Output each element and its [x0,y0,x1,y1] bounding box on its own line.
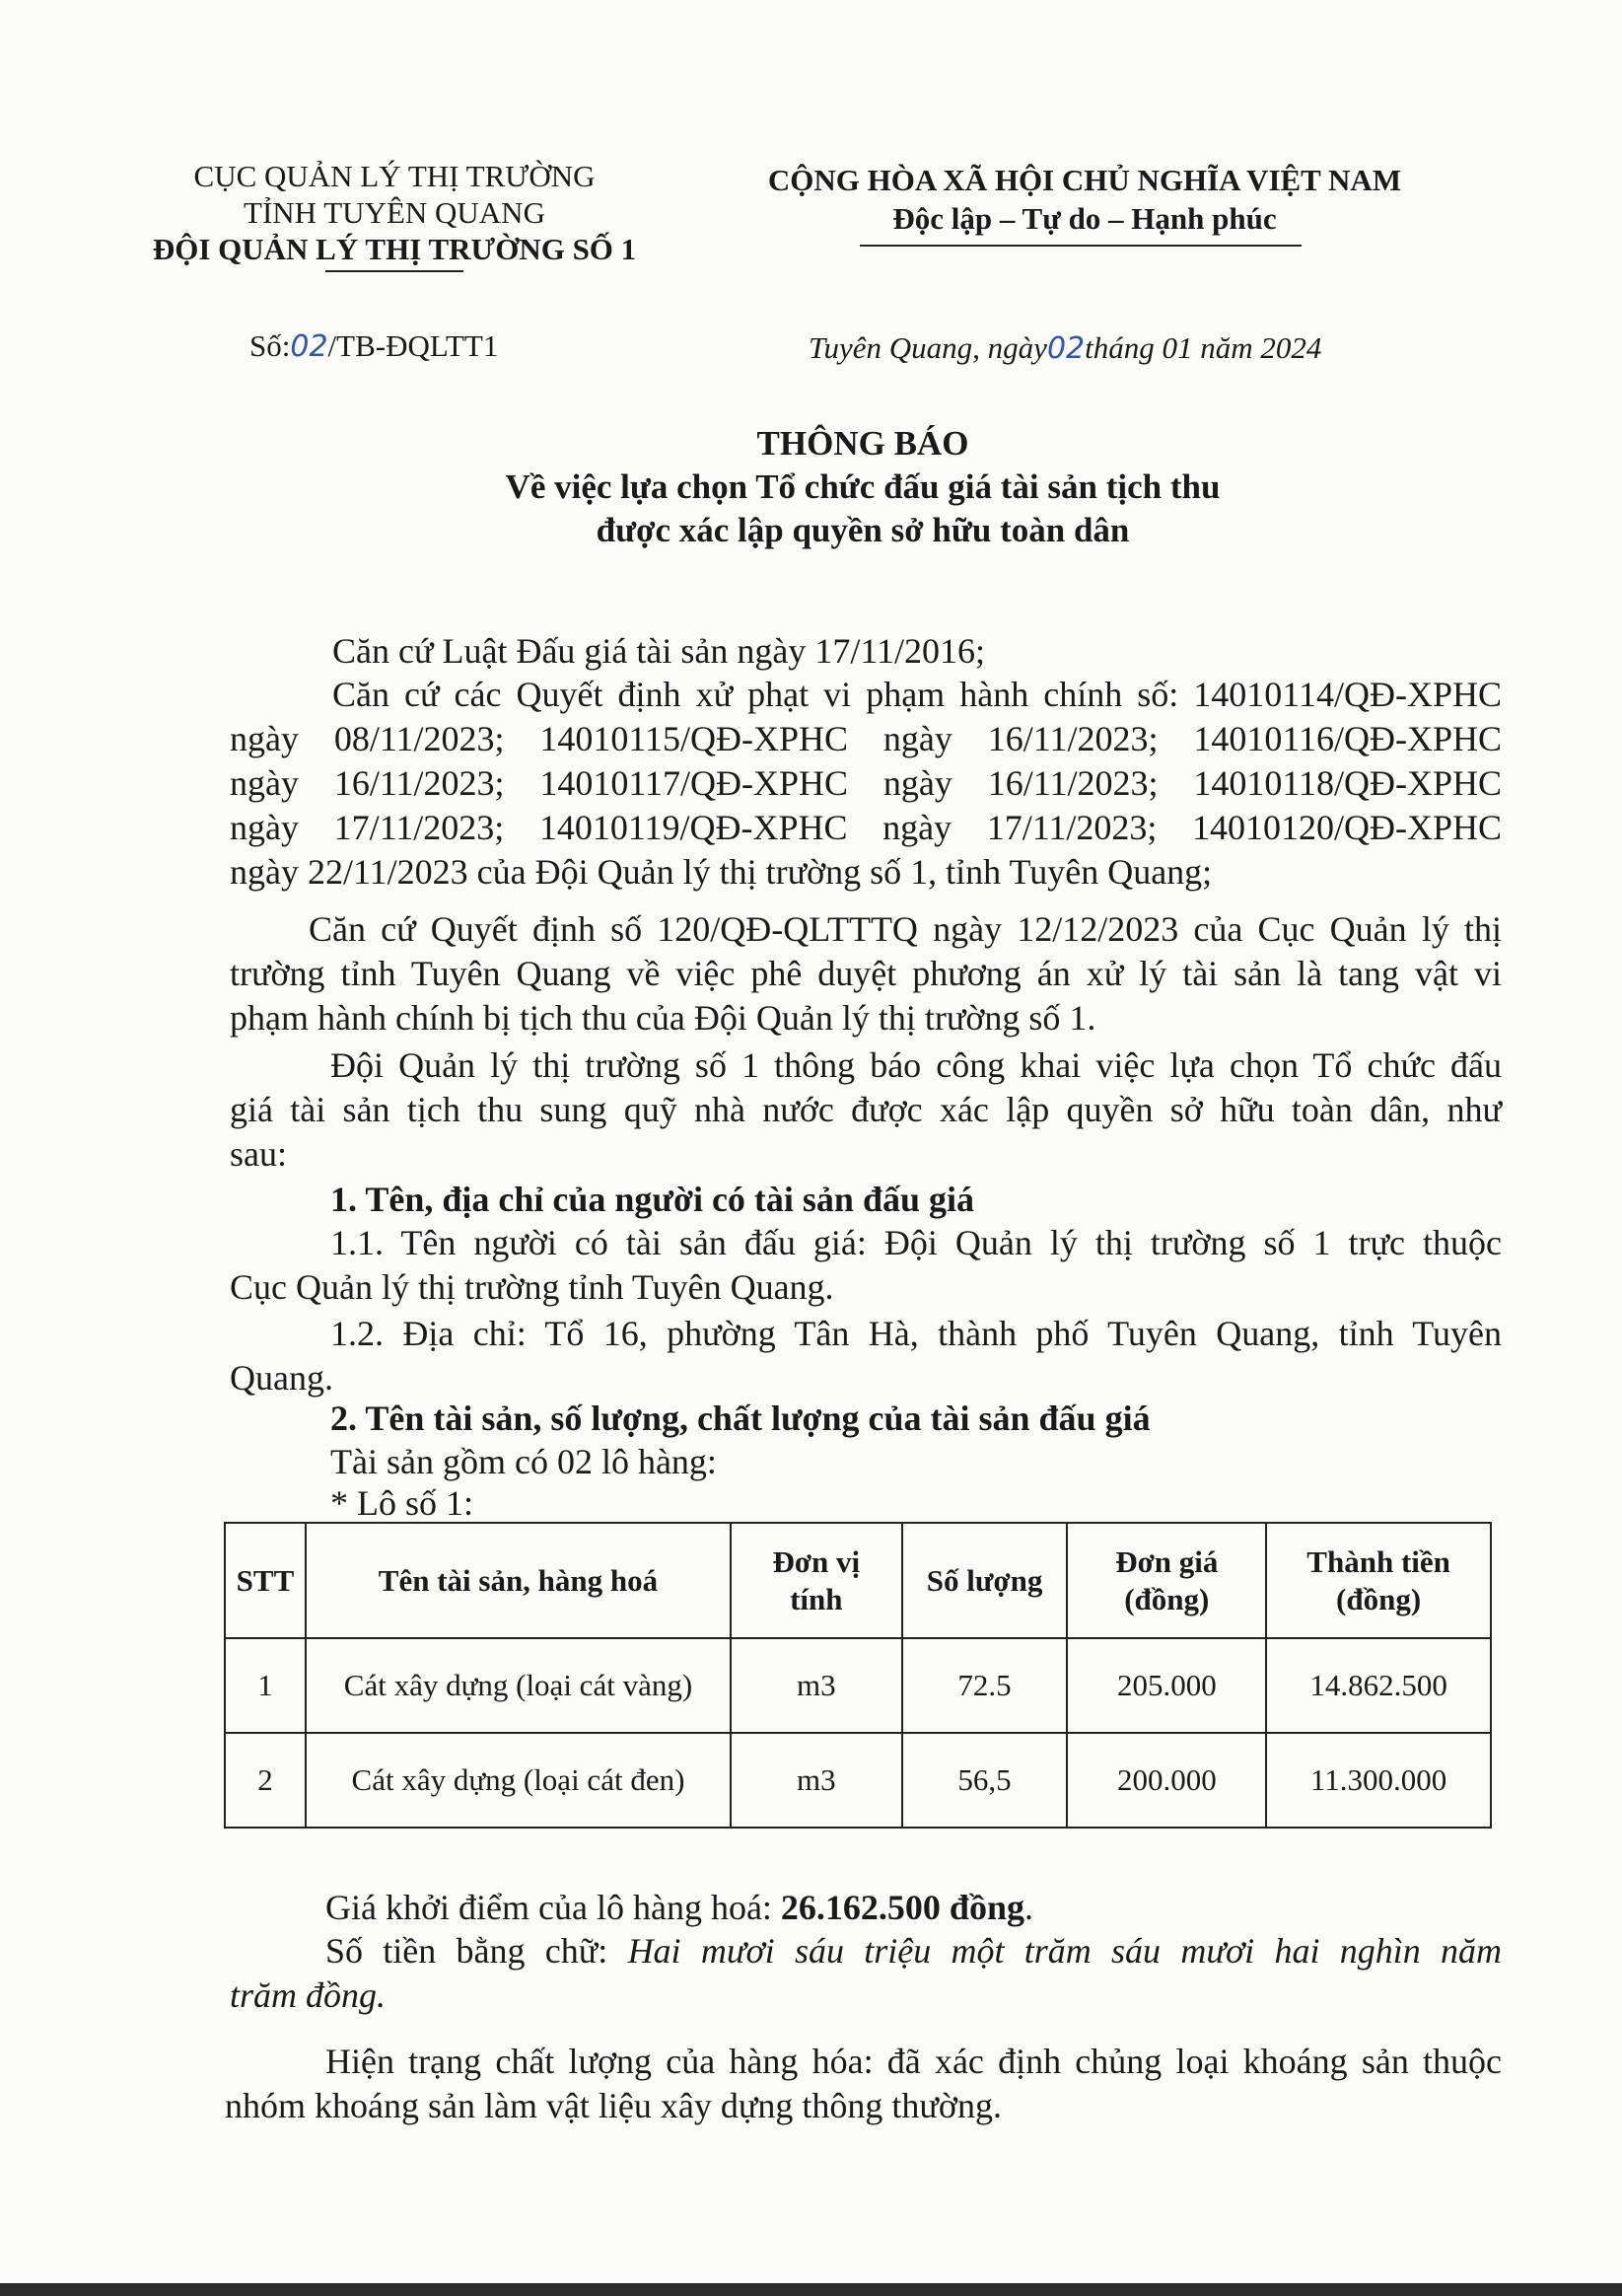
section-2-intro: Tài sản gồm có 02 lô hàng: [330,1442,717,1481]
table-row [225,1733,1491,1828]
cell-unit: m3 [731,1733,902,1828]
cell-unit: m3 [731,1638,902,1733]
header-unit: Đơn vị tính [731,1523,902,1638]
motto-underline [860,245,1302,247]
cell-price: 200.000 [1067,1733,1266,1828]
cell-total: 11.300.000 [1266,1733,1491,1828]
goods-quality: Hiện trạng chất lượng của hàng hóa: đã xác định chủng loại khoáng sản thuộc nhóm khoáng sản làm vật liệu xây dựng thông thường. [225,2042,1502,2125]
agency-header [118,158,670,267]
document-number: Số:02/TB-ĐQLTT1 [249,328,499,364]
header-total: Thành tiền (đồng) [1266,1523,1491,1638]
handwritten-number: 02 [290,329,328,364]
national-name: CỘNG HÒA XÃ HỘI CHỦ NGHĨA VIỆT NAM [767,163,1402,197]
title-sub-1: Về việc lựa chọn Tổ chức đấu giá tài sản tịch thu [505,467,1221,506]
legal-basis-1: Căn cứ Luật Đấu giá tài sản ngày 17/11/2016; [332,631,986,671]
legal-basis-3: Căn cứ Quyết định số 120/QĐ-QLTTTQ ngày 12/12/2023 của Cục Quản lý thị trường tỉnh Tuyên Quang về việc phê duyệt phương án xử lý tài sản là tang vật vi phạm hành chính bị tịch thu của Đội Quản lý thị trường số 1. [230,909,1502,1038]
title-sub-2: được xác lập quyền sở hữu toàn dân [596,511,1130,549]
cell-stt: 2 [225,1733,306,1828]
agency-parent: CỤC QUẢN LÝ THỊ TRƯỜNG [193,159,596,193]
table-header-row [225,1523,1491,1638]
announcement-intro: Đội Quản lý thị trường số 1 thông báo công khai việc lựa chọn Tổ chức đấu giá tài sản tịch thu sung quỹ nhà nước được xác lập quyền sở hữu toàn dân, như sau: [230,1045,1502,1174]
cell-name: Cát xây dựng (loại cát đen) [306,1733,731,1828]
table-row [225,1638,1491,1733]
amount-in-words: Số tiền bằng chữ: Hai mươi sáu triệu một trăm sáu mươi hai nghìn năm trăm đồng. [230,1931,1502,2015]
starting-price-value: 26.162.500 đồng [780,1888,1024,1927]
national-motto: Độc lập – Tự do – Hạnh phúc [892,201,1277,236]
header-stt: STT [225,1523,306,1638]
handwritten-day: 02 [1046,331,1086,366]
section-2-heading: 2. Tên tài sản, số lượng, chất lượng của tài sản đấu giá [330,1399,1151,1438]
cell-total: 14.862.500 [1266,1638,1491,1733]
cell-name: Cát xây dựng (loại cát vàng) [306,1638,731,1733]
lot-1-label: * Lô số 1: [330,1483,474,1523]
cell-qty: 72.5 [902,1638,1068,1733]
section-1-2: 1.2. Địa chỉ: Tổ 16, phường Tân Hà, thành phố Tuyên Quang, tỉnh Tuyên Quang. [230,1314,1502,1398]
legal-basis-2: Căn cứ các Quyết định xử phạt vi phạm hành chính số: 14010114/QĐ-XPHC ngày 08/11/2023; 14010115/QĐ-XPHC ngày 16/11/2023; 14010116/QĐ-XPHC ngày 16/11/2023; 14010117/QĐ-XPHC ngày 16/11/2023; 14010118/QĐ-XPHC ngày 17/11/2023; 14010119/QĐ-XPHC ngày 17/11/2023; 14010120/QĐ-XPHC ngày 22/11/2023 của Đội Quản lý thị trường số 1, tỉnh Tuyên Quang; [230,675,1502,892]
document-date: Tuyên Quang, ngày02tháng 01 năm 2024 [809,330,1322,366]
header-qty: Số lượng [902,1523,1068,1638]
section-1-heading: 1. Tên, địa chỉ của người có tài sản đấu giá [330,1180,974,1219]
cell-qty: 56,5 [902,1733,1068,1828]
title-main: THÔNG BÁO [756,424,969,463]
section-1-1: 1.1. Tên người có tài sản đấu giá: Đội Quản lý thị trường số 1 trực thuộc Cục Quản lý thị trường tỉnh Tuyên Quang. [230,1223,1502,1307]
header-price: Đơn giá (đồng) [1067,1523,1266,1638]
header-name: Tên tài sản, hàng hoá [306,1523,731,1638]
scan-edge [0,2283,1622,2296]
cell-price: 205.000 [1067,1638,1266,1733]
agency-province: TỈNH TUYÊN QUANG [244,195,545,230]
agency-underline [325,270,463,272]
document-title [227,422,1499,552]
cell-stt: 1 [225,1638,306,1733]
starting-price: Giá khởi điểm của lô hàng hoá: 26.162.500 đồng. [325,1888,1033,1927]
lot-1-table [224,1522,1492,1829]
national-header [720,162,1449,237]
agency-unit: ĐỘI QUẢN LÝ THỊ TRƯỜNG SỐ 1 [152,232,637,266]
